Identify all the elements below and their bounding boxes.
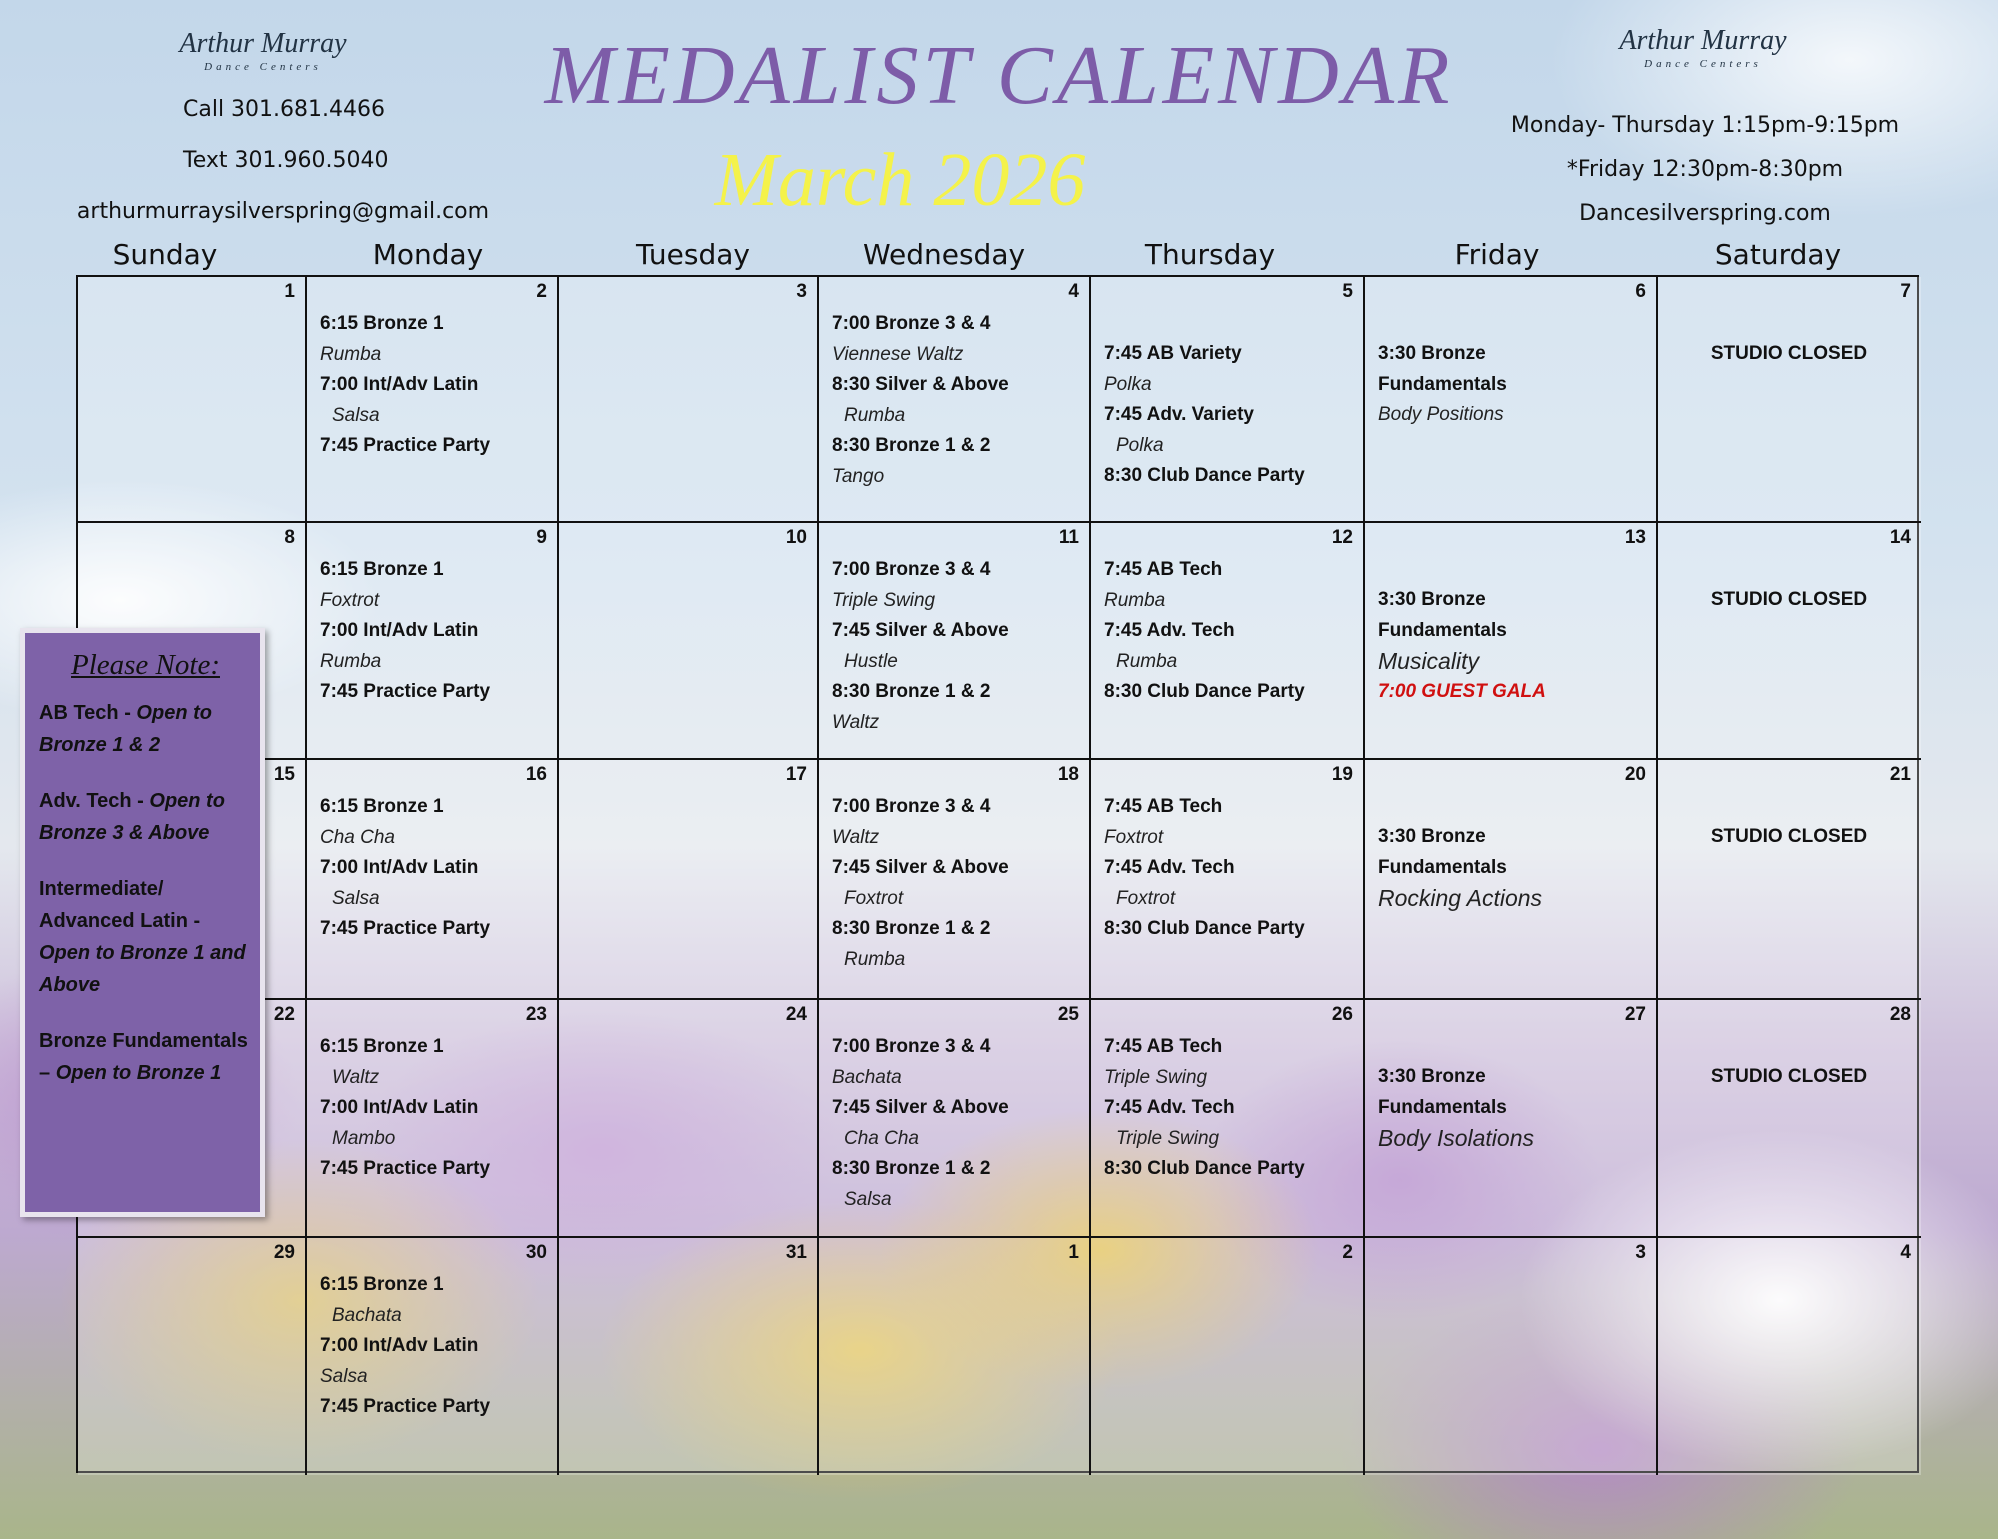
day-events xyxy=(320,1270,551,1423)
day-cell[interactable] xyxy=(559,760,819,1000)
note-eligibility: Open to Bronze 1 xyxy=(55,1062,222,1084)
studio-closed-label: STUDIO CLOSED xyxy=(1710,589,1868,610)
class-time: 6:15 Bronze 1 xyxy=(320,559,444,580)
dance-style: Cha Cha xyxy=(844,1127,919,1149)
day-cell[interactable] xyxy=(819,1000,1091,1238)
note-item xyxy=(39,697,252,761)
day-events xyxy=(1671,822,1915,853)
day-number: 10 xyxy=(785,527,807,548)
class-time: 3:30 Bronze xyxy=(1378,589,1486,610)
day-number: 28 xyxy=(1889,1004,1911,1025)
class-time: 7:00 Bronze 3 & 4 xyxy=(832,796,991,817)
dance-style: Waltz xyxy=(332,1066,380,1088)
day-number: 15 xyxy=(273,764,295,785)
day-cell[interactable] xyxy=(1091,1238,1365,1475)
dance-style: Rumba xyxy=(320,343,382,365)
dance-style: Triple Swing xyxy=(832,589,936,611)
class-time: 6:15 Bronze 1 xyxy=(320,1036,444,1057)
class-time: 7:45 Adv. Variety xyxy=(1104,404,1254,426)
hours-mon-thu: Monday- Thursday 1:15pm-9:15pm xyxy=(1510,113,1900,138)
class-time: 8:30 Silver & Above xyxy=(832,374,1009,396)
day-number: 30 xyxy=(525,1242,547,1263)
day-cell[interactable] xyxy=(307,1238,559,1475)
day-events xyxy=(320,792,551,945)
class-time: 8:30 Club Dance Party xyxy=(1104,681,1305,703)
class-time: 7:00 GUEST GALA xyxy=(1378,680,1546,702)
class-time: 7:00 Bronze 3 & 4 xyxy=(832,313,991,334)
day-cell[interactable] xyxy=(559,1000,819,1238)
weekday-header-tuesday: Tuesday xyxy=(636,238,750,271)
please-note-box xyxy=(20,628,265,1217)
note-item xyxy=(39,785,252,849)
day-number: 21 xyxy=(1889,764,1911,785)
class-time: 7:45 Adv. Tech xyxy=(1104,620,1235,642)
note-class-name: Intermediate/ Advanced Latin - xyxy=(39,878,201,932)
class-time: 7:45 Practice Party xyxy=(320,681,491,703)
day-events xyxy=(1104,555,1357,708)
day-events xyxy=(1378,1062,1650,1154)
day-cell[interactable] xyxy=(1091,523,1365,760)
class-time: 6:15 Bronze 1 xyxy=(320,313,444,334)
day-cell[interactable] xyxy=(1365,760,1658,1000)
day-cell[interactable] xyxy=(78,277,307,523)
weekday-header-saturday: Saturday xyxy=(1714,238,1842,271)
email-link[interactable]: arthurmurraysilverspring@gmail.com xyxy=(76,199,490,224)
note-class-name: Bronze Fundamentals – xyxy=(39,1030,248,1084)
day-number: 1 xyxy=(1068,1242,1079,1263)
dance-style: Foxtrot xyxy=(320,589,380,611)
day-cell[interactable] xyxy=(307,523,559,760)
note-eligibility: Open to Bronze 1 & 2 xyxy=(39,702,212,756)
day-number: 8 xyxy=(284,527,295,548)
day-cell[interactable] xyxy=(819,523,1091,760)
day-cell[interactable] xyxy=(1091,760,1365,1000)
note-class-name: Adv. Tech - xyxy=(39,790,150,812)
class-time: 8:30 Club Dance Party xyxy=(1104,918,1305,940)
dance-style: Foxtrot xyxy=(844,887,904,909)
dance-style: Bachata xyxy=(332,1304,402,1326)
day-number: 12 xyxy=(1331,527,1353,548)
class-time: 3:30 Bronze xyxy=(1378,826,1486,847)
day-events xyxy=(832,1032,1083,1216)
class-time: 7:45 Adv. Tech xyxy=(1104,1097,1235,1119)
studio-closed-label: STUDIO CLOSED xyxy=(1710,1066,1868,1087)
day-number: 17 xyxy=(785,764,807,785)
dance-style: Waltz xyxy=(832,826,880,848)
weekday-header-monday: Monday xyxy=(372,238,484,271)
day-number: 1 xyxy=(284,281,295,302)
class-time: 7:45 Silver & Above xyxy=(832,857,1009,879)
class-time: 8:30 Club Dance Party xyxy=(1104,1158,1305,1180)
day-number: 24 xyxy=(785,1004,807,1025)
day-cell[interactable] xyxy=(1365,277,1658,523)
dance-style: Rumba xyxy=(844,948,906,970)
dance-style: Rumba xyxy=(320,650,382,672)
dance-style: Polka xyxy=(1104,373,1152,395)
note-eligibility: Open to Bronze 3 & Above xyxy=(39,790,225,844)
studio-closed-label: STUDIO CLOSED xyxy=(1710,343,1868,364)
day-number: 26 xyxy=(1331,1004,1353,1025)
day-cell[interactable] xyxy=(307,1000,559,1238)
class-time: 7:45 Practice Party xyxy=(320,918,491,940)
day-cell[interactable] xyxy=(1091,277,1365,523)
weekday-header-thursday: Thursday xyxy=(1144,238,1276,271)
logo-subtext: Dance Centers xyxy=(204,61,322,73)
day-cell[interactable] xyxy=(819,1238,1091,1475)
day-number: 23 xyxy=(525,1004,547,1025)
day-number: 4 xyxy=(1068,281,1079,302)
day-number: 3 xyxy=(796,281,807,302)
day-number: 9 xyxy=(536,527,547,548)
day-number: 11 xyxy=(1058,527,1079,548)
day-cell[interactable] xyxy=(1365,1238,1658,1475)
day-number: 5 xyxy=(1342,281,1353,302)
page-title: MEDALIST CALENDAR xyxy=(544,29,1454,122)
class-time: Fundamentals xyxy=(1378,1096,1507,1118)
class-time: 7:00 Bronze 3 & 4 xyxy=(832,559,991,580)
day-number: 2 xyxy=(536,281,547,302)
dance-style: Rumba xyxy=(1104,589,1166,611)
logo-subtext: Dance Centers xyxy=(1644,58,1762,70)
day-events xyxy=(1671,585,1915,616)
day-number: 16 xyxy=(525,764,547,785)
dance-style: Salsa xyxy=(332,404,380,426)
dance-style: Rocking Actions xyxy=(1378,885,1543,912)
day-number: 6 xyxy=(1635,281,1646,302)
class-time: 3:30 Bronze xyxy=(1378,343,1486,364)
day-events xyxy=(1671,339,1915,370)
website-link[interactable]: Dancesilverspring.com xyxy=(1579,201,1831,226)
day-cell[interactable] xyxy=(307,277,559,523)
class-time: Fundamentals xyxy=(1378,856,1507,878)
dance-style: Mambo xyxy=(332,1127,396,1149)
day-number: 19 xyxy=(1331,764,1353,785)
month-title: March 2026 xyxy=(714,138,1086,222)
class-time: 7:45 Silver & Above xyxy=(832,1097,1009,1119)
day-cell[interactable] xyxy=(1658,760,1921,1000)
dance-style: Foxtrot xyxy=(1104,826,1164,848)
class-time: 7:45 Practice Party xyxy=(320,1396,491,1418)
class-time: 7:45 AB Tech xyxy=(1104,796,1223,817)
class-time: 3:30 Bronze xyxy=(1378,1066,1486,1087)
class-time: 7:00 Int/Adv Latin xyxy=(320,1097,479,1119)
phone-call: Call 301.681.4466 xyxy=(183,97,386,122)
class-time: 7:45 Practice Party xyxy=(320,435,491,457)
dance-style: Hustle xyxy=(844,650,898,672)
day-number: 29 xyxy=(273,1242,295,1263)
calendar-grid xyxy=(76,275,1919,1473)
day-number: 14 xyxy=(1889,527,1911,548)
weekday-header-sunday: Sunday xyxy=(112,238,218,271)
dance-style: Waltz xyxy=(832,711,880,733)
dance-style: Body Positions xyxy=(1378,404,1504,426)
day-number: 3 xyxy=(1635,1242,1646,1263)
day-number: 27 xyxy=(1624,1004,1646,1025)
day-events xyxy=(832,309,1083,493)
dance-style: Rumba xyxy=(1116,650,1178,672)
class-time: 6:15 Bronze 1 xyxy=(320,796,444,817)
day-events xyxy=(832,792,1083,976)
day-number: 20 xyxy=(1624,764,1646,785)
studio-closed-label: STUDIO CLOSED xyxy=(1710,826,1868,847)
dance-style: Rumba xyxy=(844,404,906,426)
hours-friday: *Friday 12:30pm-8:30pm xyxy=(1566,157,1844,182)
class-time: 7:00 Int/Adv Latin xyxy=(320,857,479,879)
dance-style: Foxtrot xyxy=(1116,887,1176,909)
day-cell[interactable] xyxy=(1365,1000,1658,1238)
class-time: 7:45 AB Tech xyxy=(1104,559,1223,580)
day-cell[interactable] xyxy=(559,523,819,760)
day-events xyxy=(1104,1032,1357,1185)
class-time: 8:30 Bronze 1 & 2 xyxy=(832,918,991,940)
day-events xyxy=(1671,1062,1915,1093)
dance-style: Salsa xyxy=(844,1188,892,1210)
day-cell[interactable] xyxy=(307,760,559,1000)
class-time: 7:45 Adv. Tech xyxy=(1104,857,1235,879)
day-events xyxy=(1378,339,1650,431)
day-events xyxy=(1104,339,1357,492)
dance-style: Bachata xyxy=(832,1066,902,1088)
day-cell[interactable] xyxy=(1658,523,1921,760)
dance-style: Body Isolations xyxy=(1378,1125,1534,1152)
class-time: 7:00 Int/Adv Latin xyxy=(320,1335,479,1357)
day-events xyxy=(320,1032,551,1185)
day-number: 13 xyxy=(1624,527,1646,548)
day-cell[interactable] xyxy=(78,1238,307,1475)
day-cell[interactable] xyxy=(1658,1238,1921,1475)
day-number: 2 xyxy=(1342,1242,1353,1263)
class-time: 8:30 Bronze 1 & 2 xyxy=(832,681,991,703)
class-time: 8:30 Bronze 1 & 2 xyxy=(832,435,991,457)
day-cell[interactable] xyxy=(819,277,1091,523)
note-item xyxy=(39,873,252,1001)
class-time: 7:45 Silver & Above xyxy=(832,620,1009,642)
dance-style: Musicality xyxy=(1378,648,1479,675)
class-time: 7:45 Practice Party xyxy=(320,1158,491,1180)
logo-text: Arthur Murray xyxy=(179,28,347,59)
day-cell[interactable] xyxy=(559,1238,819,1475)
dance-style: Tango xyxy=(832,465,885,487)
day-cell[interactable] xyxy=(1658,277,1921,523)
class-time: 6:15 Bronze 1 xyxy=(320,1274,444,1295)
class-time: 8:30 Club Dance Party xyxy=(1104,465,1305,487)
day-cell[interactable] xyxy=(1365,523,1658,760)
dance-style: Polka xyxy=(1116,434,1164,456)
day-number: 18 xyxy=(1057,764,1079,785)
day-events xyxy=(1104,792,1357,945)
dance-style: Salsa xyxy=(320,1365,368,1387)
day-cell[interactable] xyxy=(559,277,819,523)
note-item xyxy=(39,1025,252,1089)
day-number: 7 xyxy=(1900,281,1911,302)
class-time: 7:00 Bronze 3 & 4 xyxy=(832,1036,991,1057)
class-time: 7:00 Int/Adv Latin xyxy=(320,374,479,396)
dance-style: Triple Swing xyxy=(1116,1127,1220,1149)
phone-text: Text 301.960.5040 xyxy=(183,148,389,173)
day-number: 4 xyxy=(1900,1242,1911,1263)
note-class-name: AB Tech - xyxy=(39,702,137,724)
day-events xyxy=(320,309,551,462)
weekday-header-wednesday: Wednesday xyxy=(862,238,1026,271)
class-time: 7:45 AB Tech xyxy=(1104,1036,1223,1057)
day-number: 31 xyxy=(785,1242,807,1263)
class-time: Fundamentals xyxy=(1378,373,1507,395)
weekday-header-friday: Friday xyxy=(1454,238,1540,271)
dance-style: Cha Cha xyxy=(320,826,395,848)
note-title: Please Note: xyxy=(71,649,220,681)
dance-style: Triple Swing xyxy=(1104,1066,1208,1088)
dance-style: Salsa xyxy=(332,887,380,909)
day-cell[interactable] xyxy=(1658,1000,1921,1238)
day-events xyxy=(1378,585,1650,707)
day-cell[interactable] xyxy=(819,760,1091,1000)
day-number: 22 xyxy=(273,1004,295,1025)
day-number: 25 xyxy=(1057,1004,1079,1025)
class-time: 7:00 Int/Adv Latin xyxy=(320,620,479,642)
logo-text: Arthur Murray xyxy=(1619,25,1787,56)
note-eligibility: Open to Bronze 1 and Above xyxy=(39,942,246,996)
dance-style: Viennese Waltz xyxy=(832,343,964,365)
day-events xyxy=(1378,822,1650,914)
class-time: Fundamentals xyxy=(1378,619,1507,641)
class-time: 8:30 Bronze 1 & 2 xyxy=(832,1158,991,1180)
class-time: 7:45 AB Variety xyxy=(1104,343,1242,364)
day-events xyxy=(832,555,1083,739)
day-cell[interactable] xyxy=(1091,1000,1365,1238)
day-events xyxy=(320,555,551,708)
